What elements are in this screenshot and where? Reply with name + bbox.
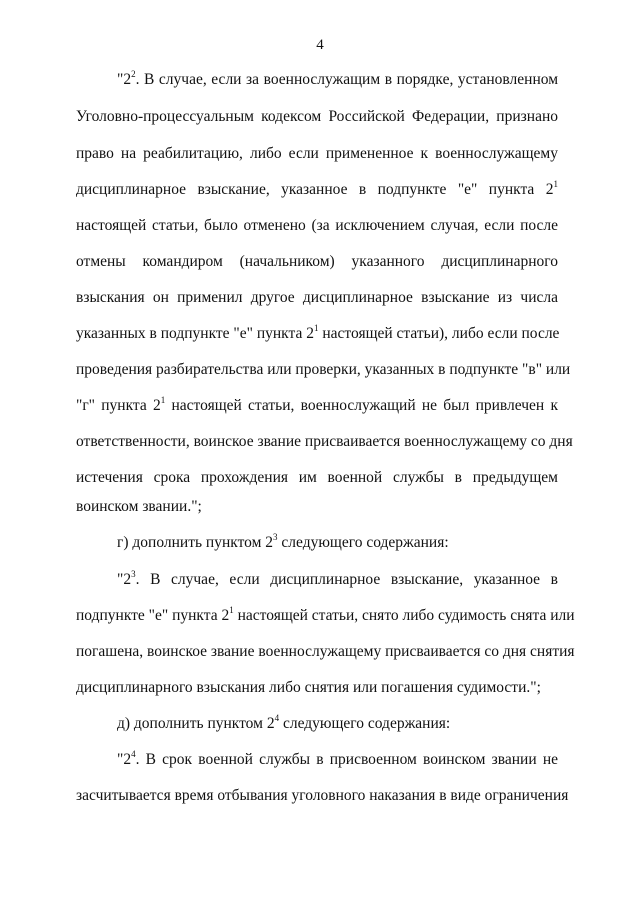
text-segment: д) дополнить пунктом 2 (117, 715, 275, 732)
text-segment: . В срок военной службы в присвоенном воинском звании не (135, 751, 558, 768)
text-segment: проведения разбирательства или проверки, указанных в подпункте "в" или (76, 361, 571, 378)
text-segment: "г" пункта 2 (76, 397, 161, 414)
page-number: 4 (316, 37, 324, 53)
text-segment: Уголовно-процессуальным кодексом Российской Федерации, признано (76, 108, 558, 125)
text-segment: погашена, воинское звание военнослужащему присваивается со дня снятия (76, 643, 575, 660)
text-segment: подпункте "е" пункта 2 (76, 607, 230, 624)
text-line (76, 216, 558, 236)
superscript: 3 (273, 531, 278, 542)
text-segment: отмены командиром (начальником) указанного дисциплинарного (76, 253, 558, 270)
text-segment: настоящей статьи, снято либо судимость снята или (233, 607, 575, 624)
text-line (76, 144, 558, 164)
text-segment: "2 (117, 71, 132, 88)
text-segment: дисциплинарного взыскания либо снятия или погашения судимости."; (76, 679, 541, 696)
text-segment: настоящей статьи, военнослужащий не был привлечен к (165, 397, 558, 414)
text-segment: . В случае, если за военнослужащим в порядке, установленном (135, 71, 558, 88)
superscript: 1 (160, 394, 166, 405)
text-line (76, 252, 558, 272)
text-line (76, 360, 571, 380)
superscript: 2 (131, 68, 136, 79)
text-line (117, 750, 558, 770)
text-segment: взыскания он применил другое дисциплинарное взыскание из числа (76, 289, 558, 306)
text-line (117, 714, 558, 734)
text-line (76, 324, 558, 344)
text-segment: следующего содержания: (277, 534, 449, 551)
text-segment: "2 (117, 751, 132, 768)
text-line (76, 642, 575, 662)
superscript: 1 (313, 322, 319, 333)
text-segment: "2 (117, 571, 132, 588)
text-segment: следующего содержания: (279, 715, 451, 732)
text-segment: г) дополнить пунктом 2 (117, 534, 274, 551)
text-line (76, 468, 558, 488)
superscript: 4 (131, 748, 136, 759)
text-segment: истечения срока прохождения им военной службы в предыдущем (76, 469, 558, 486)
text-line (76, 180, 558, 200)
text-line (117, 570, 558, 590)
text-line (76, 786, 569, 806)
text-line (117, 70, 558, 90)
text-line (76, 288, 558, 308)
text-line (76, 396, 558, 416)
text-line (76, 678, 558, 698)
text-segment: воинском звании."; (76, 498, 202, 515)
text-segment: засчитывается время отбывания уголовного наказания в виде ограничения (76, 787, 569, 804)
text-line (76, 604, 575, 626)
text-line (76, 497, 558, 517)
text-segment: настоящей статьи), либо если после (318, 325, 560, 342)
text-segment: дисциплинарное взыскание, указанное в подпункте "е" пункта 2 (76, 181, 554, 198)
text-segment: ответственности, воинское звание присваивается военнослужащему со дня (76, 433, 573, 450)
text-line (117, 533, 558, 553)
text-line (76, 107, 558, 127)
text-segment: . В случае, если дисциплинарное взыскание, указанное в (135, 571, 558, 588)
text-segment: указанных в подпункте "е" пункта 2 (76, 325, 314, 342)
superscript: 3 (131, 568, 136, 579)
superscript: 1 (553, 178, 558, 189)
text-line (76, 432, 573, 452)
superscript: 1 (229, 604, 234, 615)
text-segment: настоящей статьи, было отменено (за исключением случая, если после (76, 217, 558, 234)
superscript: 4 (274, 712, 280, 723)
text-segment: право на реабилитацию, либо если примененное к военнослужащему (76, 145, 558, 162)
